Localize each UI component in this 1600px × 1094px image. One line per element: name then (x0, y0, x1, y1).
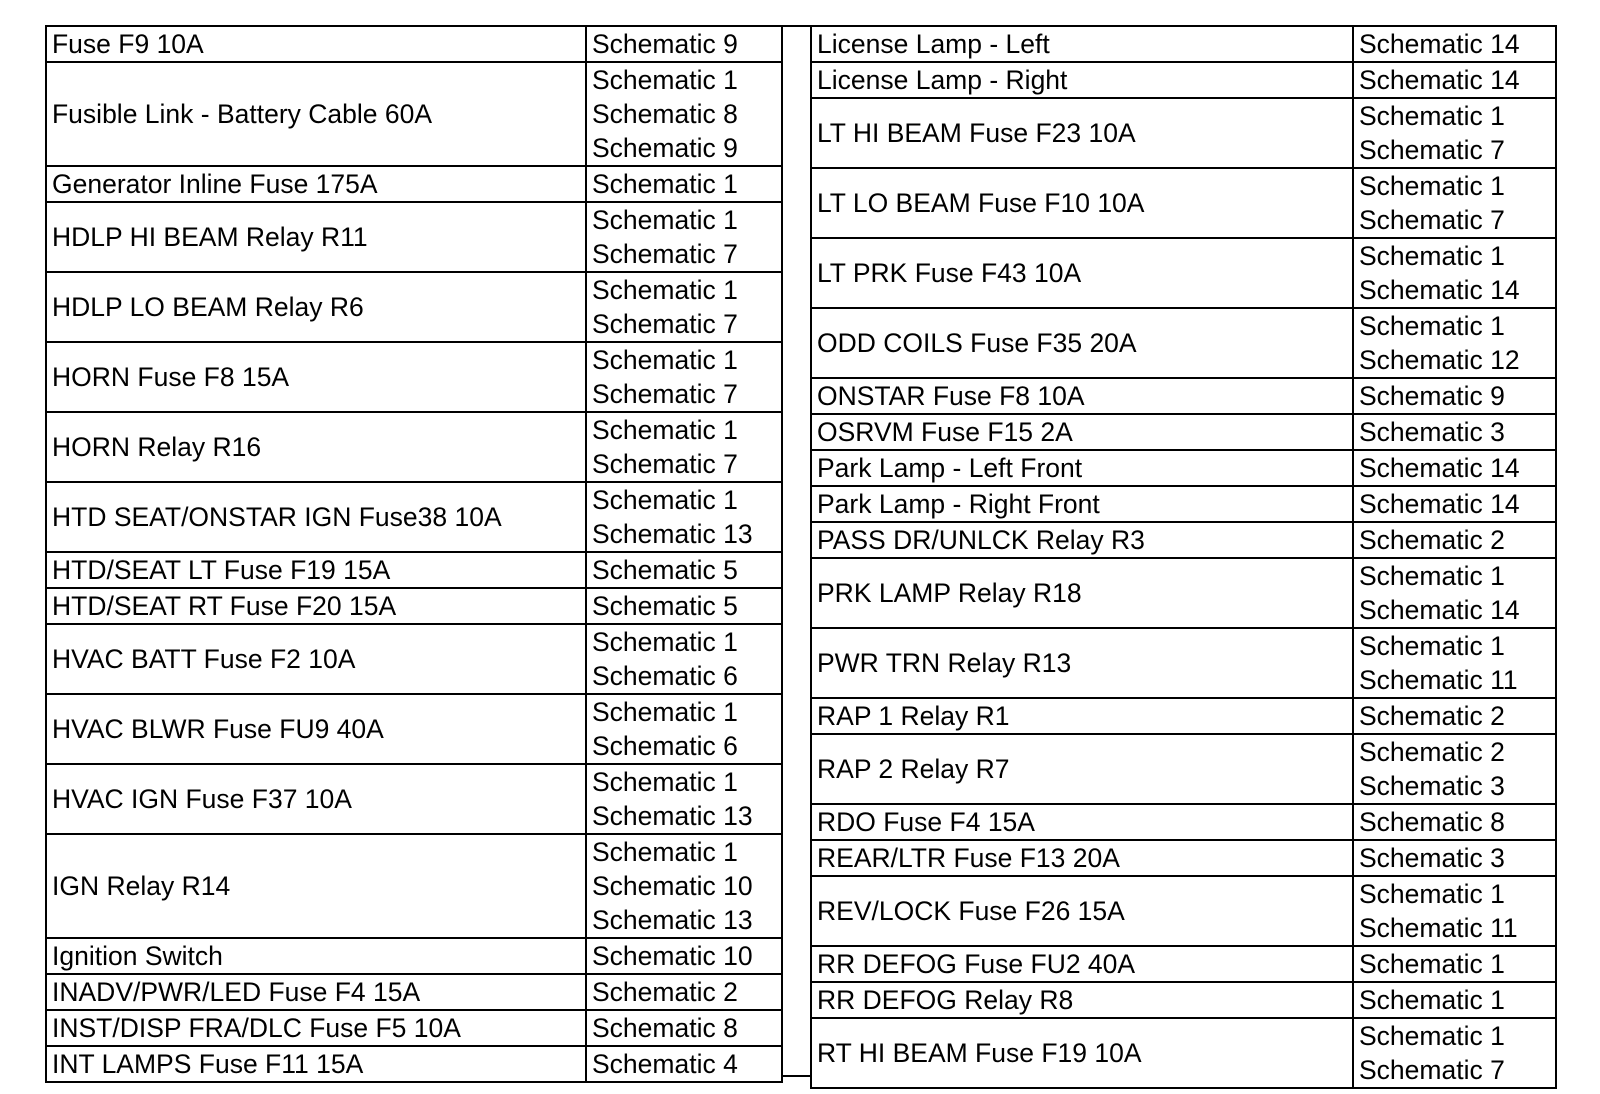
schematic-reference (586, 588, 782, 624)
schematic-ref-line: Schematic 1 (592, 837, 738, 867)
schematic-reference (586, 482, 782, 552)
schematic-ref-line: Schematic 8 (592, 99, 738, 129)
component-name: Generator Inline Fuse 175A (46, 166, 586, 202)
schematic-reference (1353, 168, 1556, 238)
schematic-ref-line: Schematic 14 (1359, 489, 1520, 519)
schematic-ref-line: Schematic 7 (1359, 1055, 1505, 1085)
component-name: IGN Relay R14 (46, 834, 586, 938)
component-name: HDLP HI BEAM Relay R11 (46, 202, 586, 272)
schematic-reference (586, 272, 782, 342)
schematic-ref-line: Schematic 2 (1359, 737, 1505, 767)
component-name: HDLP LO BEAM Relay R6 (46, 272, 586, 342)
component-name: Fuse F9 10A (46, 26, 586, 62)
schematic-ref-line: Schematic 14 (1359, 595, 1520, 625)
schematic-reference (1353, 486, 1556, 522)
schematic-reference (586, 764, 782, 834)
table-row (811, 982, 1556, 1018)
table-row (811, 946, 1556, 982)
schematic-ref-line: Schematic 10 (592, 941, 753, 971)
schematic-ref-line: Schematic 13 (592, 519, 753, 549)
schematic-ref-line: Schematic 2 (592, 977, 738, 1007)
schematic-ref-line: Schematic 13 (592, 905, 753, 935)
schematic-ref-line: Schematic 5 (592, 591, 738, 621)
component-name: Ignition Switch (46, 938, 586, 974)
schematic-ref-line: Schematic 6 (592, 731, 738, 761)
component-name: LT LO BEAM Fuse F10 10A (811, 168, 1353, 238)
schematic-reference (586, 834, 782, 938)
schematic-ref-line: Schematic 1 (1359, 241, 1505, 271)
table-row (811, 62, 1556, 98)
schematic-ref-line: Schematic 1 (592, 767, 738, 797)
schematic-reference (586, 974, 782, 1010)
schematic-ref-line: Schematic 4 (592, 1049, 738, 1079)
table-row (811, 308, 1556, 378)
table-row (811, 840, 1556, 876)
schematic-reference (586, 166, 782, 202)
component-name: LT HI BEAM Fuse F23 10A (811, 98, 1353, 168)
table-row (46, 1046, 782, 1082)
schematic-ref-line: Schematic 1 (592, 415, 738, 445)
component-name: HTD/SEAT LT Fuse F19 15A (46, 552, 586, 588)
schematic-reference (1353, 946, 1556, 982)
table-row (811, 378, 1556, 414)
schematic-ref-line: Schematic 2 (1359, 525, 1505, 555)
schematic-ref-line: Schematic 1 (1359, 561, 1505, 591)
schematic-ref-line: Schematic 9 (1359, 381, 1505, 411)
schematic-reference (586, 412, 782, 482)
component-name: REAR/LTR Fuse F13 20A (811, 840, 1353, 876)
schematic-ref-line: Schematic 3 (1359, 417, 1505, 447)
component-name: RAP 2 Relay R7 (811, 734, 1353, 804)
schematic-reference (1353, 804, 1556, 840)
component-name: RR DEFOG Fuse FU2 40A (811, 946, 1353, 982)
table-row (811, 698, 1556, 734)
schematic-ref-line: Schematic 3 (1359, 771, 1505, 801)
fuse-relay-index (45, 25, 1565, 1085)
component-name: INST/DISP FRA/DLC Fuse F5 10A (46, 1010, 586, 1046)
schematic-ref-line: Schematic 14 (1359, 29, 1520, 59)
schematic-ref-line: Schematic 5 (592, 555, 738, 585)
schematic-ref-line: Schematic 7 (1359, 135, 1505, 165)
table-row (46, 272, 782, 342)
table-row (811, 98, 1556, 168)
component-name: Park Lamp - Right Front (811, 486, 1353, 522)
table-row (46, 412, 782, 482)
component-name: OSRVM Fuse F15 2A (811, 414, 1353, 450)
schematic-reference (586, 1010, 782, 1046)
schematic-reference (1353, 982, 1556, 1018)
schematic-reference (1353, 840, 1556, 876)
schematic-ref-line: Schematic 3 (1359, 843, 1505, 873)
schematic-reference (1353, 98, 1556, 168)
schematic-reference (1353, 628, 1556, 698)
schematic-reference (1353, 238, 1556, 308)
schematic-ref-line: Schematic 1 (592, 275, 738, 305)
schematic-ref-line: Schematic 7 (592, 379, 738, 409)
table-row (46, 552, 782, 588)
schematic-ref-line: Schematic 2 (1359, 701, 1505, 731)
schematic-ref-line: Schematic 1 (592, 65, 738, 95)
schematic-ref-line: Schematic 14 (1359, 65, 1520, 95)
schematic-ref-line: Schematic 1 (1359, 985, 1505, 1015)
schematic-reference (586, 26, 782, 62)
table-row (811, 450, 1556, 486)
component-name: RAP 1 Relay R1 (811, 698, 1353, 734)
schematic-ref-line: Schematic 10 (592, 871, 753, 901)
schematic-reference (586, 938, 782, 974)
schematic-reference (1353, 26, 1556, 62)
table-row (811, 1018, 1556, 1088)
schematic-ref-line: Schematic 7 (592, 449, 738, 479)
schematic-reference (1353, 1018, 1556, 1088)
component-name: ONSTAR Fuse F8 10A (811, 378, 1353, 414)
schematic-reference (586, 1046, 782, 1082)
schematic-ref-line: Schematic 1 (1359, 101, 1505, 131)
table-row (46, 482, 782, 552)
schematic-ref-line: Schematic 1 (592, 627, 738, 657)
table-row (811, 558, 1556, 628)
schematic-reference (1353, 734, 1556, 804)
component-name: Fusible Link - Battery Cable 60A (46, 62, 586, 166)
schematic-ref-line: Schematic 1 (592, 169, 738, 199)
component-name: ODD COILS Fuse F35 20A (811, 308, 1353, 378)
schematic-reference (1353, 62, 1556, 98)
table-row (46, 588, 782, 624)
schematic-ref-line: Schematic 6 (592, 661, 738, 691)
component-name: RR DEFOG Relay R8 (811, 982, 1353, 1018)
table-row (46, 834, 782, 938)
schematic-ref-line: Schematic 14 (1359, 275, 1520, 305)
table-row (811, 804, 1556, 840)
schematic-reference (1353, 450, 1556, 486)
table-row (811, 168, 1556, 238)
schematic-ref-line: Schematic 1 (1359, 311, 1505, 341)
schematic-reference (586, 694, 782, 764)
table-row (46, 342, 782, 412)
table-row (46, 62, 782, 166)
left-index-table (45, 25, 781, 1077)
component-name: HORN Fuse F8 15A (46, 342, 586, 412)
schematic-ref-line: Schematic 7 (592, 309, 738, 339)
schematic-ref-line: Schematic 13 (592, 801, 753, 831)
component-name: HVAC BATT Fuse F2 10A (46, 624, 586, 694)
table-row (46, 26, 782, 62)
table-row (46, 624, 782, 694)
table-row (811, 734, 1556, 804)
component-name: HTD SEAT/ONSTAR IGN Fuse38 10A (46, 482, 586, 552)
schematic-ref-line: Schematic 1 (592, 345, 738, 375)
component-name: Park Lamp - Left Front (811, 450, 1353, 486)
table-row (46, 764, 782, 834)
schematic-ref-line: Schematic 7 (592, 239, 738, 269)
schematic-ref-line: Schematic 8 (1359, 807, 1505, 837)
schematic-ref-line: Schematic 1 (592, 697, 738, 727)
schematic-ref-line: Schematic 1 (1359, 879, 1505, 909)
table-row (46, 1010, 782, 1046)
table-row (811, 238, 1556, 308)
component-name: INADV/PWR/LED Fuse F4 15A (46, 974, 586, 1010)
component-name: HVAC BLWR Fuse FU9 40A (46, 694, 586, 764)
schematic-reference (1353, 558, 1556, 628)
schematic-ref-line: Schematic 11 (1359, 665, 1518, 695)
table-row (46, 694, 782, 764)
schematic-reference (586, 624, 782, 694)
component-name: LT PRK Fuse F43 10A (811, 238, 1353, 308)
component-name: License Lamp - Right (811, 62, 1353, 98)
schematic-reference (1353, 308, 1556, 378)
component-name: HVAC IGN Fuse F37 10A (46, 764, 586, 834)
schematic-ref-line: Schematic 11 (1359, 913, 1518, 943)
table-row (46, 974, 782, 1010)
component-name: HORN Relay R16 (46, 412, 586, 482)
component-name: RDO Fuse F4 15A (811, 804, 1353, 840)
table-row (811, 414, 1556, 450)
schematic-reference (586, 202, 782, 272)
component-name: INT LAMPS Fuse F11 15A (46, 1046, 586, 1082)
schematic-reference (586, 342, 782, 412)
component-name: PRK LAMP Relay R18 (811, 558, 1353, 628)
schematic-reference (1353, 698, 1556, 734)
table-row (811, 522, 1556, 558)
component-name: RT HI BEAM Fuse F19 10A (811, 1018, 1353, 1088)
table-row (811, 628, 1556, 698)
schematic-reference (1353, 876, 1556, 946)
left-table-body (46, 26, 782, 1082)
right-table-body (811, 26, 1556, 1088)
column-gap (781, 25, 810, 1077)
table-row (811, 486, 1556, 522)
schematic-reference (586, 62, 782, 166)
schematic-reference (1353, 414, 1556, 450)
schematic-ref-line: Schematic 1 (1359, 949, 1505, 979)
component-name: PWR TRN Relay R13 (811, 628, 1353, 698)
schematic-reference (1353, 378, 1556, 414)
table-row (46, 166, 782, 202)
component-name: REV/LOCK Fuse F26 15A (811, 876, 1353, 946)
table-row (46, 202, 782, 272)
table-row (46, 938, 782, 974)
schematic-ref-line: Schematic 1 (592, 485, 738, 515)
schematic-ref-line: Schematic 1 (1359, 171, 1505, 201)
schematic-ref-line: Schematic 9 (592, 29, 738, 59)
schematic-ref-line: Schematic 9 (592, 133, 738, 163)
schematic-ref-line: Schematic 1 (1359, 1021, 1505, 1051)
table-row (811, 876, 1556, 946)
schematic-reference (586, 552, 782, 588)
schematic-ref-line: Schematic 1 (1359, 631, 1505, 661)
schematic-reference (1353, 522, 1556, 558)
component-name: PASS DR/UNLCK Relay R3 (811, 522, 1353, 558)
schematic-ref-line: Schematic 12 (1359, 345, 1520, 375)
table-row (811, 26, 1556, 62)
schematic-ref-line: Schematic 14 (1359, 453, 1520, 483)
schematic-ref-line: Schematic 1 (592, 205, 738, 235)
right-index-table (810, 25, 1555, 1085)
component-name: HTD/SEAT RT Fuse F20 15A (46, 588, 586, 624)
component-name: License Lamp - Left (811, 26, 1353, 62)
schematic-ref-line: Schematic 8 (592, 1013, 738, 1043)
schematic-ref-line: Schematic 7 (1359, 205, 1505, 235)
